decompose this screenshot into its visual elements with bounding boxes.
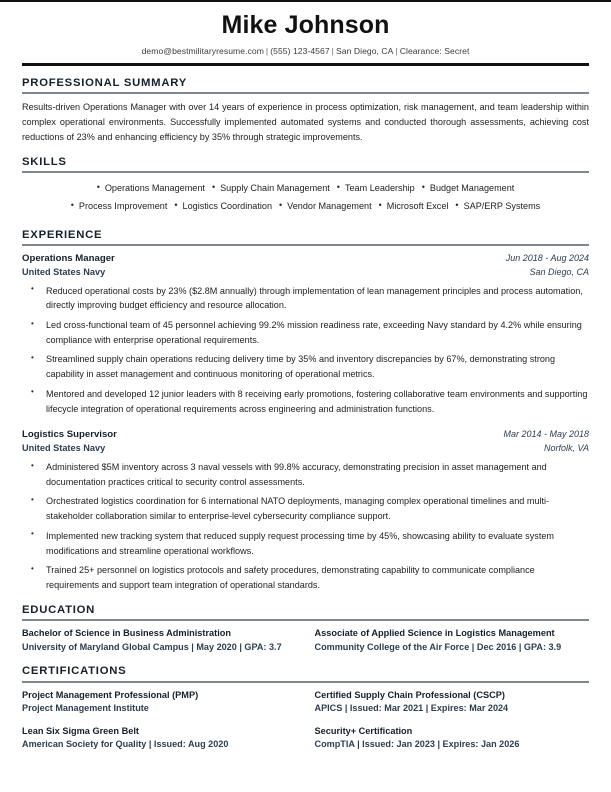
job-bullet: • Implemented new tracking system that reduced supply request processing time by 45%, showcasing ability to evaluate system modifications and streamline operational workflows. (22, 529, 589, 558)
education-details: Community College of the Air Force | Dec 2016 | GPA: 3.9 (314, 641, 562, 652)
education-details: University of Maryland Global Campus | May 2020 | GPA: 3.7 (22, 641, 282, 652)
experience-entry (22, 252, 589, 416)
section-heading-certifications: CERTIFICATIONS (22, 665, 127, 678)
bullet-icon: • (421, 182, 425, 193)
bullet-icon: • (211, 182, 216, 193)
certification-name: Project Management Professional (PMP) (22, 689, 199, 700)
section-professional-summary (22, 77, 589, 145)
bullet-icon: • (336, 182, 340, 193)
bullet-icon: • (455, 199, 459, 210)
job-header-row (22, 252, 589, 266)
job-bullet: • Led cross-functional team of 45 personnel achieving 99.2% mission readiness rate, exceeding Navy standard by 4.2% while ensuring compliance with enterprise operational requirements. (22, 318, 589, 347)
job-bullet: • Mentored and developed 12 junior leaders with 8 receiving early promotions, fostering collaborative team environments and supporting lifecycle integration of operational requirements across engineering and administration functions. (22, 387, 589, 416)
skill-label: Team Leadership (344, 183, 415, 194)
certification-entry (315, 689, 590, 716)
contact-phone: (555) 123-4567 (270, 45, 330, 56)
job-dates: Mar 2014 - May 2018 (503, 429, 589, 440)
skill-item (212, 180, 330, 198)
job-bullet: • Trained 25+ personnel on logistics protocols and safety procedures, demonstrating capability to communicate compliance requirements and support team integration of operational standards. (22, 563, 589, 592)
skill-label: Vendor Management (287, 200, 372, 211)
bullet-icon: • (279, 199, 283, 210)
skills-row (22, 180, 589, 198)
section-experience (22, 229, 589, 593)
skill-item (455, 198, 540, 216)
section-heading-summary: PROFESSIONAL SUMMARY (22, 77, 188, 90)
job-title: Logistics Supervisor (22, 429, 117, 441)
job-location: San Diego, CA (529, 266, 589, 277)
bullet-icon: • (378, 199, 382, 210)
job-bullet: • Streamlined supply chain operations reducing delivery time by 35% and inventory discrepancies by 67%, demonstrating strong capability in asset management and continuous monitoring of operational metrics. (22, 352, 589, 381)
job-company: United States Navy (22, 442, 106, 453)
certification-entry (22, 689, 297, 716)
contact-location: San Diego, CA (335, 45, 394, 56)
job-header-row (22, 428, 589, 442)
certification-entry (22, 725, 297, 752)
bullet-icon: • (70, 199, 74, 210)
certification-details: American Society for Quality | Issued: Aug 2020 (22, 738, 229, 749)
header-divider (22, 63, 589, 66)
skill-item (71, 198, 168, 216)
job-subheader-row (22, 266, 589, 279)
section-heading-experience: EXPERIENCE (22, 228, 103, 241)
education-degree: Bachelor of Science in Business Administration (22, 628, 231, 639)
certification-entry (315, 725, 590, 752)
certification-details: CompTIA | Issued: Jan 2023 | Expires: Jan 2026 (314, 738, 520, 749)
contact-line (22, 46, 589, 56)
skill-label: Operations Management (104, 183, 205, 194)
skill-label: Microsoft Excel (386, 200, 449, 211)
contact-separator: | (395, 45, 398, 56)
skill-label: Process Improvement (78, 200, 168, 211)
bullet-icon: • (96, 182, 100, 193)
certification-name: Certified Supply Chain Professional (CSCP) (314, 689, 505, 700)
job-subheader-row (22, 442, 589, 455)
job-dates: Jun 2018 - Aug 2024 (505, 252, 589, 263)
job-location: Norfolk, VA (543, 442, 589, 453)
bullet-icon: • (174, 199, 178, 210)
job-bullet: • Orchestrated logistics coordination for 6 international NATO deployments, managing complex operational timelines and multi-stakeholder collaboration similar to enterprise-level cybersecurity compliance support. (22, 494, 589, 523)
contact-separator: | (331, 45, 334, 56)
section-divider (22, 92, 589, 94)
skill-item (174, 198, 272, 216)
skill-label: Supply Chain Management (220, 183, 330, 194)
skill-item (337, 180, 415, 198)
job-bullet-list (22, 460, 589, 593)
section-skills (22, 156, 589, 218)
job-title: Operations Manager (22, 252, 115, 264)
education-entry (22, 627, 297, 654)
certification-name: Lean Six Sigma Green Belt (22, 725, 139, 736)
page-title: Mike Johnson (221, 11, 390, 39)
certification-name: Security+ Certification (314, 725, 413, 736)
certifications-grid (22, 689, 589, 752)
job-bullet-list (22, 284, 589, 417)
section-heading-skills: SKILLS (22, 155, 67, 168)
section-divider (22, 619, 589, 621)
section-divider (22, 681, 589, 683)
skill-item (379, 198, 449, 216)
skill-label: Budget Management (429, 183, 515, 194)
contact-email: demo@bestmilitaryresume.com (141, 45, 264, 56)
job-bullet: • Administered $5M inventory across 3 naval vessels with 99.8% accuracy, demonstrating precision in asset management and documentation practices critical to security control assessments. (22, 460, 589, 489)
skill-item (422, 180, 515, 198)
summary-paragraph: Results-driven Operations Manager with over 14 years of experience in process optimization, risk management, and team leadership within complex operational environments. Successfully implemented automated systems and conducted thorough assessments, achieving cost reductions of 23% and enhancing efficiency by 35% through strategic improvements. (22, 102, 589, 142)
skills-list (22, 179, 589, 217)
education-degree: Associate of Applied Science in Logistics Management (314, 628, 555, 639)
section-heading-education: EDUCATION (22, 603, 96, 616)
section-certifications (22, 665, 589, 751)
education-grid (22, 627, 589, 654)
job-company: United States Navy (22, 266, 106, 277)
job-bullet: • Reduced operational costs by 23% ($2.8M annually) through implementation of lean management principles and process automation, directly improving budget efficiency and resource allocation. (22, 284, 589, 313)
skill-label: Logistics Coordination (182, 200, 273, 211)
section-divider (22, 244, 589, 246)
section-education (22, 604, 589, 654)
contact-separator: | (265, 45, 269, 56)
certification-details: APICS | Issued: Mar 2021 | Expires: Mar 2024 (314, 702, 509, 713)
skill-item (279, 198, 372, 216)
experience-entry (22, 428, 589, 592)
skill-item (97, 180, 205, 198)
contact-clearance: Clearance: Secret (399, 45, 470, 56)
skills-row (22, 198, 589, 216)
resume-header (22, 2, 589, 66)
skill-label: SAP/ERP Systems (463, 200, 541, 211)
section-divider (22, 171, 589, 173)
education-entry (315, 627, 590, 654)
certification-details: Project Management Institute (22, 702, 149, 713)
